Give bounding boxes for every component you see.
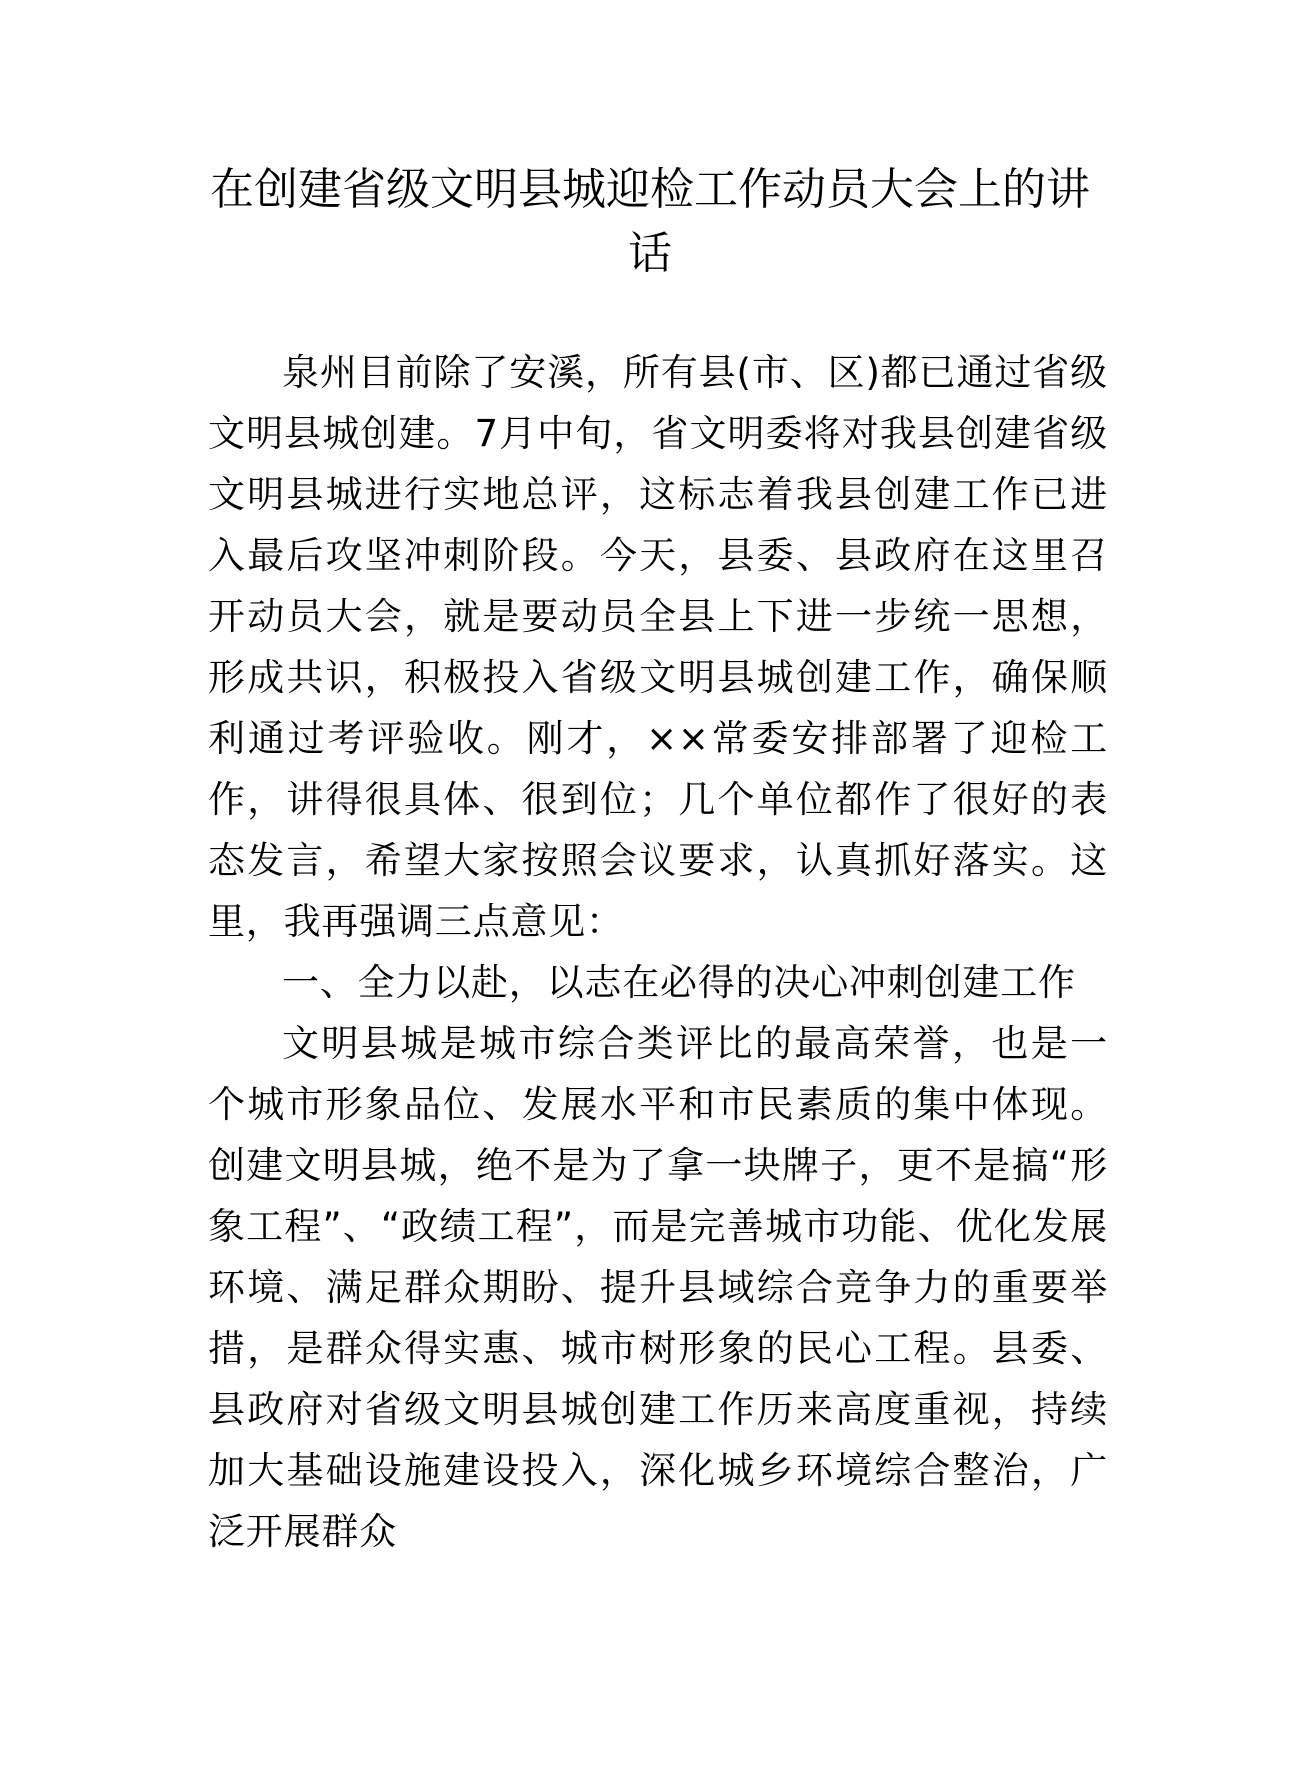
intro-paragraph: 泉州目前除了安溪，所有县(市、区)都已通过省级文明县城创建。7月中旬，省文明委将对我县创建省级文明县城进行实地总评，这标志着我县创建工作已进入最后攻坚冲刺阶段。今天，县委、县政府在这里召开动员大会，就是要动员全县上下进一步统一思想，形成共识，积极投入省级文明县城创建工作，确保顺利通过考评验收。刚才，××常委安排部署了迎检工作，讲得很具体、很到位；几个单位都作了很好的表态发言，希望大家按照会议要求，认真抓好落实。这里，我再强调三点意见： — [208, 351, 1108, 943]
section-heading-1: 一、全力以赴，以志在必得的决心冲刺创建工作 — [282, 961, 1076, 1004]
document-body — [208, 342, 1108, 1562]
section-1-paragraph: 文明县城是城市综合类评比的最高荣誉，也是一个城市形象品位、发展水平和市民素质的集中体现。创建文明县城，绝不是为了拿一块牌子，更不是搞“形象工程”、“政绩工程”，而是完善城市功能、优化发展环境、满足群众期盼、提升县域综合竞争力的重要举措，是群众得实惠、城市树形象的民心工程。县委、县政府对省级文明县城创建工作历来高度重视，持续加大基础设施建设投入，深化城乡环境综合整治，广泛开展群众 — [208, 1022, 1108, 1553]
document-title: 在创建省级文明县城迎检工作动员大会上的讲话 — [210, 164, 1090, 279]
